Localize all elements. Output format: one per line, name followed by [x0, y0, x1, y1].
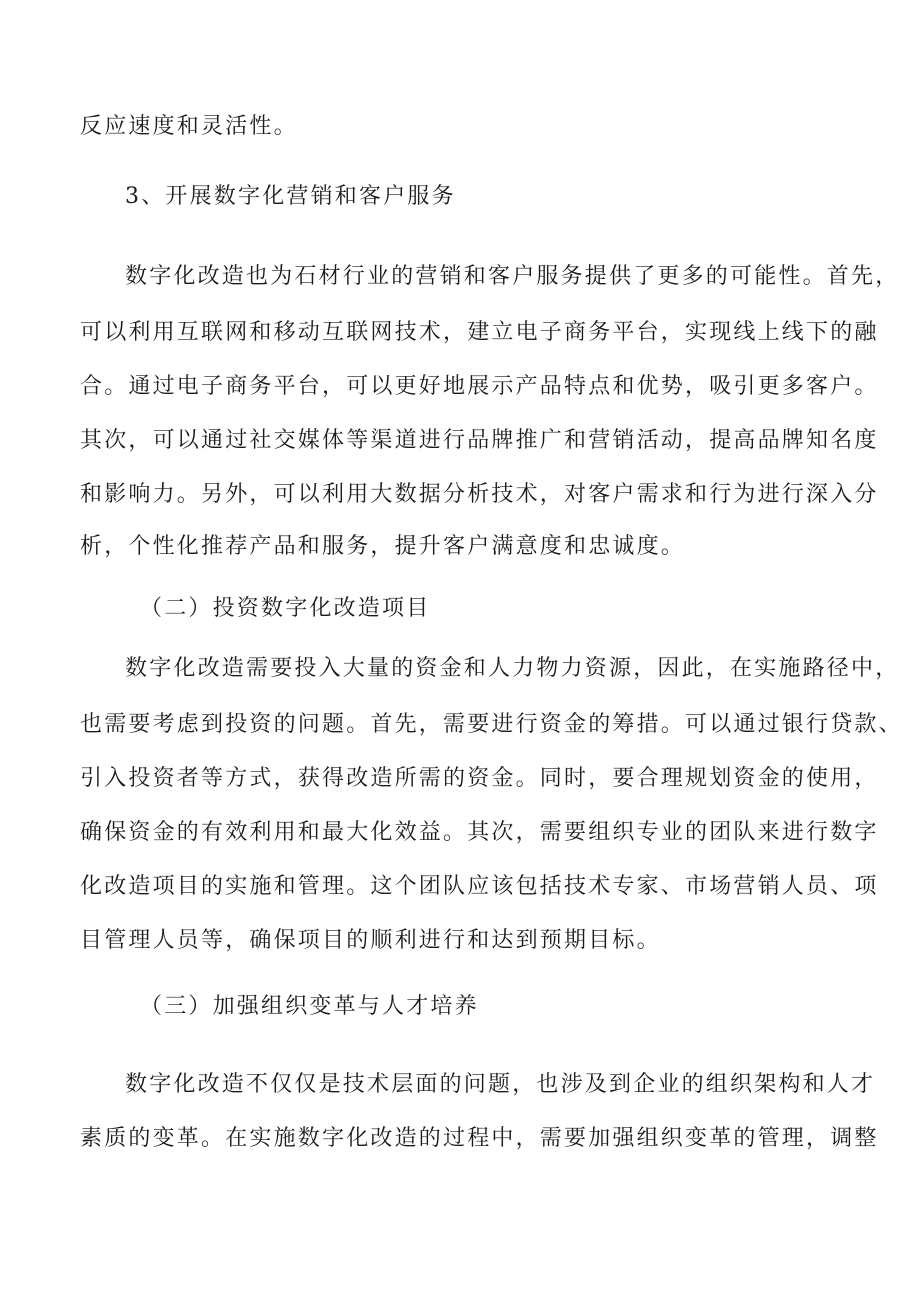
section-heading-digital-marketing: 3、开展数字化营销和客户服务 — [125, 184, 456, 209]
section-heading-invest: （二）投资数字化改造项目 — [140, 596, 431, 621]
paragraph-line: 析，个性化推荐产品和服务，提升客户满意度和忠诚度。 — [80, 534, 686, 559]
paragraph-line: 和影响力。另外，可以利用大数据分析技术，对客户需求和行为进行深入分 — [80, 482, 879, 507]
paragraph-line: 素质的变革。在实施数字化改造的过程中，需要加强组织变革的管理，调整 — [80, 1126, 879, 1151]
paragraph-line: 目管理人员等，确保项目的顺利进行和达到预期目标。 — [80, 928, 661, 953]
paragraph-line: 反应速度和灵活性。 — [80, 114, 298, 139]
paragraph-line: 化改造项目的实施和管理。这个团队应该包括技术专家、市场营销人员、项 — [80, 874, 879, 899]
paragraph-line: 引入投资者等方式，获得改造所需的资金。同时，要合理规划资金的使用， — [80, 766, 879, 791]
paragraph-line: 可以利用互联网和移动互联网技术，建立电子商务平台，实现线上线下的融 — [80, 320, 879, 345]
section-heading-org-talent: （三）加强组织变革与人才培养 — [140, 994, 479, 1019]
paragraph-line: 确保资金的有效利用和最大化效益。其次，需要组织专业的团队来进行数字 — [80, 820, 879, 845]
paragraph-line: 数字化改造也为石材行业的营销和客户服务提供了更多的可能性。首先， — [125, 264, 900, 289]
paragraph-line: 数字化改造需要投入大量的资金和人力物力资源，因此，在实施路径中， — [125, 656, 900, 681]
paragraph-line: 也需要考虑到投资的问题。首先，需要进行资金的筹措。可以通过银行贷款、 — [80, 712, 903, 737]
paragraph-line: 合。通过电子商务平台，可以更好地展示产品特点和优势，吸引更多客户。 — [80, 374, 879, 399]
paragraph-line: 其次，可以通过社交媒体等渠道进行品牌推广和营销活动，提高品牌知名度 — [80, 428, 879, 453]
paragraph-line: 数字化改造不仅仅是技术层面的问题，也涉及到企业的组织架构和人才 — [125, 1072, 876, 1097]
